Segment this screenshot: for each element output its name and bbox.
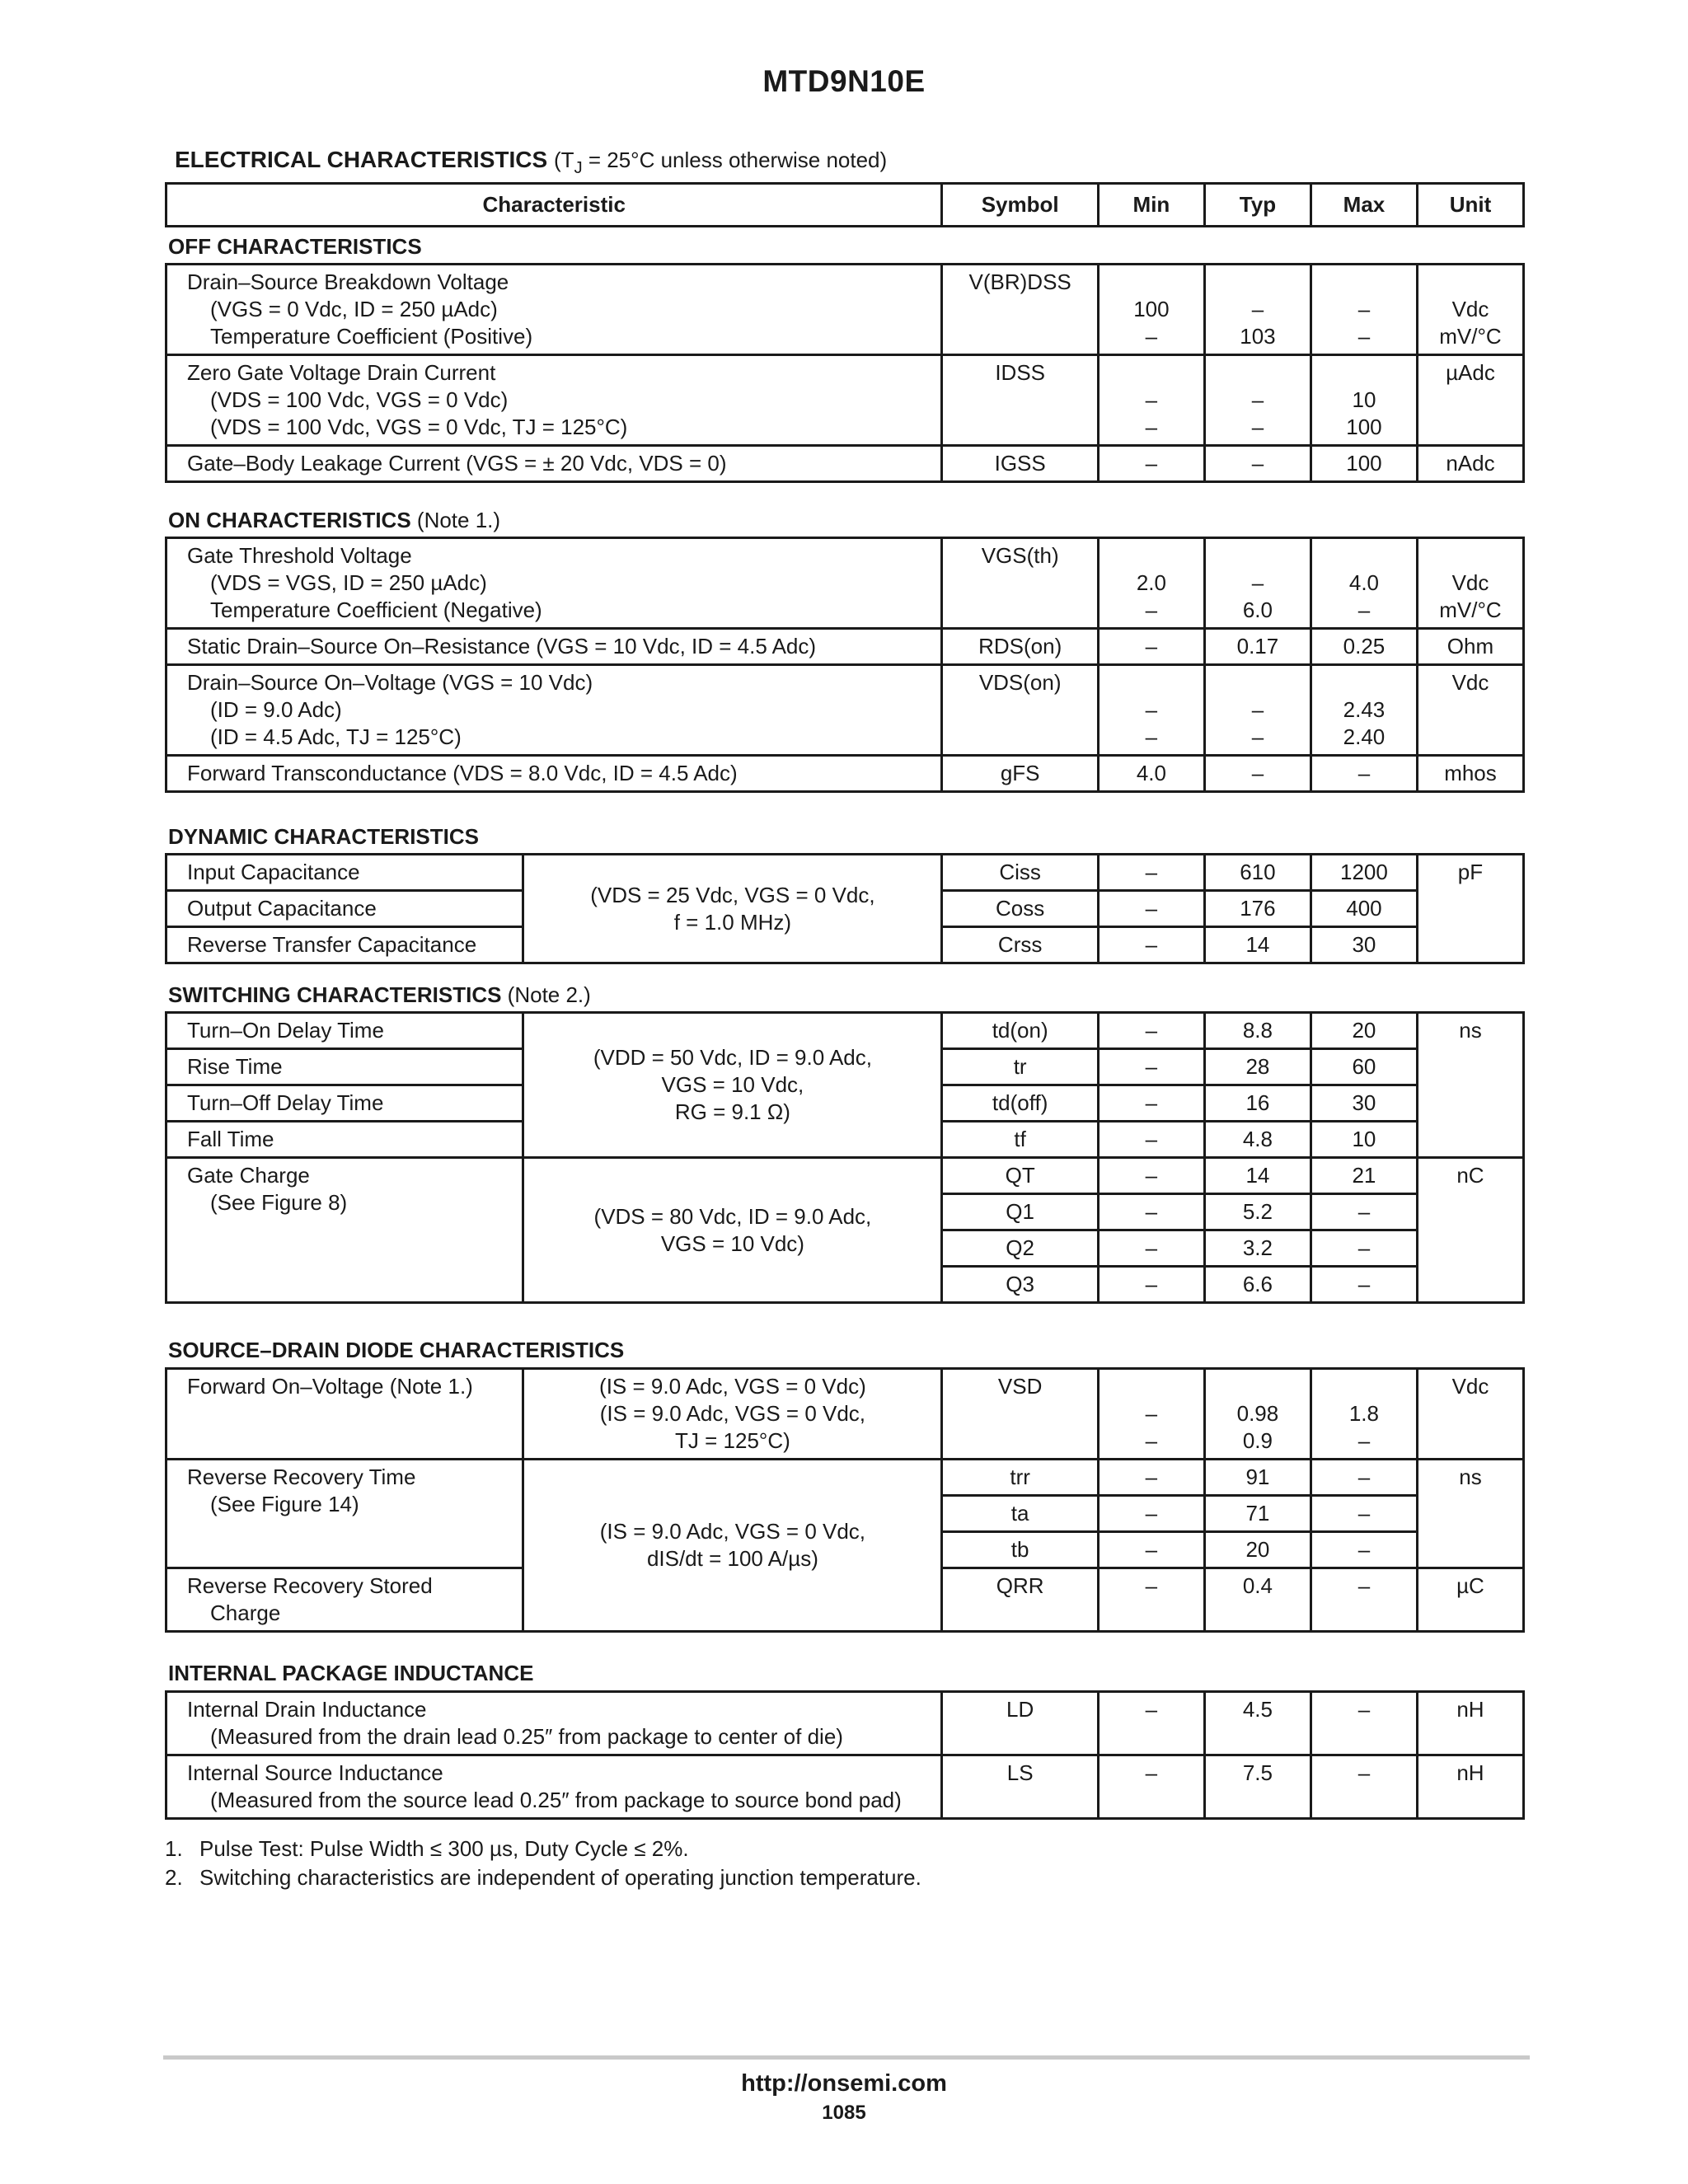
typ-cell: 91 xyxy=(1204,1460,1311,1496)
min-cell: – xyxy=(1098,855,1204,891)
min-cell: – xyxy=(1098,1532,1204,1568)
min-cell: – xyxy=(1098,1267,1204,1303)
characteristic-cell: Forward On–Voltage (Note 1.) xyxy=(166,1369,523,1460)
table-row xyxy=(166,1158,1524,1194)
heading-condition: ($T_J = 25^\circ C$ unless otherwise noted) xyxy=(553,148,888,178)
characteristic-cell: Reverse Transfer Capacitance xyxy=(166,927,523,963)
group-inductance-heading: INTERNAL PACKAGE INDUCTANCE xyxy=(168,1661,534,1685)
characteristic-cell: Gate Threshold Voltage (VDS = VGS, ID = 250 µAdc) Temperature Coefficient (Negative) xyxy=(166,538,942,629)
max-cell: – xyxy=(1311,1568,1417,1632)
symbol-cell: IGSS xyxy=(942,446,1098,482)
group-diode-heading: SOURCE–DRAIN DIODE CHARACTERISTICS xyxy=(168,1338,625,1362)
section-heading xyxy=(175,147,888,178)
min-cell: – xyxy=(1098,1013,1204,1049)
group-off-heading: OFF CHARACTERISTICS xyxy=(168,234,422,259)
characteristic-cell: Turn–On Delay Time xyxy=(166,1013,523,1049)
off-table xyxy=(165,263,1525,483)
characteristic-cell: Reverse Recovery Stored Charge xyxy=(166,1568,523,1632)
symbol-cell: ta xyxy=(942,1496,1098,1532)
dynamic-table xyxy=(165,853,1525,964)
max-cell: 30 xyxy=(1311,927,1417,963)
unit-cell: nAdc xyxy=(1417,446,1523,482)
symbol-cell: trr xyxy=(942,1460,1098,1496)
page-number: 1085 xyxy=(822,2102,866,2124)
min-cell: – xyxy=(1098,1496,1204,1532)
col-unit: Unit xyxy=(1417,184,1523,227)
min-cell: – xyxy=(1098,1158,1204,1194)
max-cell: – xyxy=(1311,1194,1417,1230)
typ-cell: 4.5 xyxy=(1204,1692,1311,1755)
max-cell: – – xyxy=(1311,265,1417,355)
min-cell: 4.0 xyxy=(1098,756,1204,792)
condition-cell: (VDD = 50 Vdc, ID = 9.0 Adc, VGS = 10 Vdc, RG = 9.1 Ω) xyxy=(523,1013,942,1158)
max-cell: 2.43 2.40 xyxy=(1311,665,1417,756)
typ-cell: 20 xyxy=(1204,1532,1311,1568)
typ-cell: – – xyxy=(1204,355,1311,446)
unit-cell: ns xyxy=(1417,1460,1523,1568)
max-cell: – xyxy=(1311,1267,1417,1303)
symbol-cell: RDS(on) xyxy=(942,629,1098,665)
page-title: MTD9N10E xyxy=(762,64,926,98)
max-cell: 400 xyxy=(1311,891,1417,927)
typ-cell: 0.17 xyxy=(1204,629,1311,665)
symbol-cell: Coss xyxy=(942,891,1098,927)
unit-cell: nH xyxy=(1417,1755,1523,1819)
condition-cell: (IS = 9.0 Adc, VGS = 0 Vdc, dIS/dt = 100 A/µs) xyxy=(523,1460,942,1632)
unit-cell: µAdc xyxy=(1417,355,1523,446)
max-cell: 1.8 – xyxy=(1311,1369,1417,1460)
typ-cell: 3.2 xyxy=(1204,1230,1311,1267)
unit-cell: Vdc mV/°C xyxy=(1417,538,1523,629)
typ-cell: – – xyxy=(1204,665,1311,756)
characteristic-cell: Gate Charge (See Figure 8) xyxy=(166,1158,523,1303)
max-cell: – xyxy=(1311,756,1417,792)
typ-cell: – 6.0 xyxy=(1204,538,1311,629)
min-cell: – xyxy=(1098,1085,1204,1122)
symbol-cell: QT xyxy=(942,1158,1098,1194)
symbol-cell: VSD xyxy=(942,1369,1098,1460)
min-cell: – xyxy=(1098,1460,1204,1496)
symbol-cell: Ciss xyxy=(942,855,1098,891)
typ-cell: 8.8 xyxy=(1204,1013,1311,1049)
unit-cell: mhos xyxy=(1417,756,1523,792)
unit-cell: Vdc mV/°C xyxy=(1417,265,1523,355)
max-cell: – xyxy=(1311,1755,1417,1819)
heading-label: ELECTRICAL CHARACTERISTICS xyxy=(175,147,548,172)
typ-cell: 176 xyxy=(1204,891,1311,927)
characteristic-cell: Fall Time xyxy=(166,1122,523,1158)
table-row xyxy=(166,756,1524,792)
characteristic-cell: Static Drain–Source On–Resistance (VGS = 10 Vdc, ID = 4.5 Adc) xyxy=(166,629,942,665)
min-cell: – xyxy=(1098,1194,1204,1230)
min-cell: – xyxy=(1098,1692,1204,1755)
max-cell: 20 xyxy=(1311,1013,1417,1049)
col-characteristic: Characteristic xyxy=(166,184,942,227)
unit-cell: nH xyxy=(1417,1692,1523,1755)
min-cell: – – xyxy=(1098,1369,1204,1460)
footer-divider xyxy=(163,2055,1530,2060)
characteristic-cell: Reverse Recovery Time (See Figure 14) xyxy=(166,1460,523,1568)
typ-cell: 5.2 xyxy=(1204,1194,1311,1230)
typ-cell: 16 xyxy=(1204,1085,1311,1122)
characteristic-cell: Forward Transconductance (VDS = 8.0 Vdc, ID = 4.5 Adc) xyxy=(166,756,942,792)
symbol-cell: Q2 xyxy=(942,1230,1098,1267)
typ-cell: 4.8 xyxy=(1204,1122,1311,1158)
symbol-cell: tf xyxy=(942,1122,1098,1158)
min-cell: – – xyxy=(1098,665,1204,756)
min-cell: – xyxy=(1098,1230,1204,1267)
max-cell: 4.0 – xyxy=(1311,538,1417,629)
table-row xyxy=(166,855,1524,891)
symbol-cell: IDSS xyxy=(942,355,1098,446)
table-row xyxy=(166,1013,1524,1049)
table-row xyxy=(166,446,1524,482)
table-row xyxy=(166,1692,1524,1755)
footnotes xyxy=(165,1835,921,1892)
typ-cell: 0.98 0.9 xyxy=(1204,1369,1311,1460)
max-cell: – xyxy=(1311,1460,1417,1496)
max-cell: 21 xyxy=(1311,1158,1417,1194)
min-cell: – xyxy=(1098,446,1204,482)
symbol-cell: Q1 xyxy=(942,1194,1098,1230)
typ-cell: – 103 xyxy=(1204,265,1311,355)
unit-cell: Ohm xyxy=(1417,629,1523,665)
max-cell: 100 xyxy=(1311,446,1417,482)
min-cell: – xyxy=(1098,629,1204,665)
min-cell: – xyxy=(1098,1122,1204,1158)
table-row xyxy=(166,355,1524,446)
min-cell: – xyxy=(1098,1755,1204,1819)
symbol-cell: LS xyxy=(942,1755,1098,1819)
group-dynamic-heading: DYNAMIC CHARACTERISTICS xyxy=(168,824,479,849)
max-cell: 30 xyxy=(1311,1085,1417,1122)
typ-cell: 0.4 xyxy=(1204,1568,1311,1632)
symbol-cell: VGS(th) xyxy=(942,538,1098,629)
footnote: 2. Switching characteristics are independent of operating junction temperature. xyxy=(165,1865,921,1890)
typ-cell: 610 xyxy=(1204,855,1311,891)
max-cell: – xyxy=(1311,1230,1417,1267)
unit-cell: pF xyxy=(1417,855,1523,963)
header-table xyxy=(165,182,1525,227)
col-symbol: Symbol xyxy=(942,184,1098,227)
typ-cell: 14 xyxy=(1204,927,1311,963)
symbol-cell: V(BR)DSS xyxy=(942,265,1098,355)
table-row xyxy=(166,538,1524,629)
characteristic-cell: Drain–Source Breakdown Voltage (VGS = 0 Vdc, ID = 250 µAdc) Temperature Coefficient (Positive) xyxy=(166,265,942,355)
condition-cell: (VDS = 25 Vdc, VGS = 0 Vdc, f = 1.0 MHz) xyxy=(523,855,942,963)
diode-table xyxy=(165,1367,1525,1633)
footer-url-link[interactable]: http://onsemi.com xyxy=(741,2070,947,2097)
characteristic-cell: Internal Drain Inductance (Measured from the drain lead 0.25″ from package to center of die) xyxy=(166,1692,942,1755)
col-min: Min xyxy=(1098,184,1204,227)
typ-cell: 71 xyxy=(1204,1496,1311,1532)
group-switching-heading: SWITCHING CHARACTERISTICS (Note 2.) xyxy=(168,982,591,1007)
unit-cell: µC xyxy=(1417,1568,1523,1632)
typ-cell: 7.5 xyxy=(1204,1755,1311,1819)
min-cell: 2.0 – xyxy=(1098,538,1204,629)
inductance-table xyxy=(165,1690,1525,1820)
typ-cell: – xyxy=(1204,446,1311,482)
symbol-cell: LD xyxy=(942,1692,1098,1755)
table-row xyxy=(166,265,1524,355)
switching-table xyxy=(165,1011,1525,1304)
footnote: 1. Pulse Test: Pulse Width ≤ 300 µs, Duty Cycle ≤ 2%. xyxy=(165,1836,689,1861)
symbol-cell: td(on) xyxy=(942,1013,1098,1049)
group-on-heading: ON CHARACTERISTICS (Note 1.) xyxy=(168,508,501,532)
symbol-cell: tr xyxy=(942,1049,1098,1085)
table-row xyxy=(166,1755,1524,1819)
table-row xyxy=(166,629,1524,665)
symbol-cell: VDS(on) xyxy=(942,665,1098,756)
max-cell: 10 100 xyxy=(1311,355,1417,446)
symbol-cell: Q3 xyxy=(942,1267,1098,1303)
characteristic-cell: Turn–Off Delay Time xyxy=(166,1085,523,1122)
condition-cell: (IS = 9.0 Adc, VGS = 0 Vdc) (IS = 9.0 Adc, VGS = 0 Vdc, TJ = 125°C) xyxy=(523,1369,942,1460)
max-cell: 1200 xyxy=(1311,855,1417,891)
max-cell: 60 xyxy=(1311,1049,1417,1085)
symbol-cell: gFS xyxy=(942,756,1098,792)
characteristic-cell: Gate–Body Leakage Current (VGS = ± 20 Vdc, VDS = 0) xyxy=(166,446,942,482)
characteristic-cell: Output Capacitance xyxy=(166,891,523,927)
max-cell: – xyxy=(1311,1532,1417,1568)
unit-cell: Vdc xyxy=(1417,1369,1523,1460)
col-max: Max xyxy=(1311,184,1417,227)
min-cell: – – xyxy=(1098,355,1204,446)
max-cell: 10 xyxy=(1311,1122,1417,1158)
min-cell: – xyxy=(1098,927,1204,963)
min-cell: 100 – xyxy=(1098,265,1204,355)
symbol-cell: td(off) xyxy=(942,1085,1098,1122)
table-row xyxy=(166,1460,1524,1496)
min-cell: – xyxy=(1098,1049,1204,1085)
typ-cell: 28 xyxy=(1204,1049,1311,1085)
on-table xyxy=(165,537,1525,793)
symbol-cell: Crss xyxy=(942,927,1098,963)
min-cell: – xyxy=(1098,891,1204,927)
unit-cell: Vdc xyxy=(1417,665,1523,756)
unit-cell: nC xyxy=(1417,1158,1523,1303)
characteristic-cell: Drain–Source On–Voltage (VGS = 10 Vdc) (ID = 9.0 Adc) (ID = 4.5 Adc, TJ = 125°C) xyxy=(166,665,942,756)
characteristic-cell: Zero Gate Voltage Drain Current (VDS = 100 Vdc, VGS = 0 Vdc) (VDS = 100 Vdc, VGS = 0 Vdc, TJ = 125°C) xyxy=(166,355,942,446)
unit-cell: ns xyxy=(1417,1013,1523,1158)
characteristic-cell: Rise Time xyxy=(166,1049,523,1085)
characteristic-cell: Input Capacitance xyxy=(166,855,523,891)
col-typ: Typ xyxy=(1204,184,1311,227)
max-cell: 0.25 xyxy=(1311,629,1417,665)
max-cell: – xyxy=(1311,1496,1417,1532)
table-row xyxy=(166,1369,1524,1460)
min-cell: – xyxy=(1098,1568,1204,1632)
max-cell: – xyxy=(1311,1692,1417,1755)
condition-cell: (VDS = 80 Vdc, ID = 9.0 Adc, VGS = 10 Vdc) xyxy=(523,1158,942,1303)
table-row xyxy=(166,665,1524,756)
typ-cell: 14 xyxy=(1204,1158,1311,1194)
typ-cell: 6.6 xyxy=(1204,1267,1311,1303)
symbol-cell: tb xyxy=(942,1532,1098,1568)
symbol-cell: QRR xyxy=(942,1568,1098,1632)
typ-cell: – xyxy=(1204,756,1311,792)
characteristic-cell: Internal Source Inductance (Measured from the source lead 0.25″ from package to source bond pad) xyxy=(166,1755,942,1819)
